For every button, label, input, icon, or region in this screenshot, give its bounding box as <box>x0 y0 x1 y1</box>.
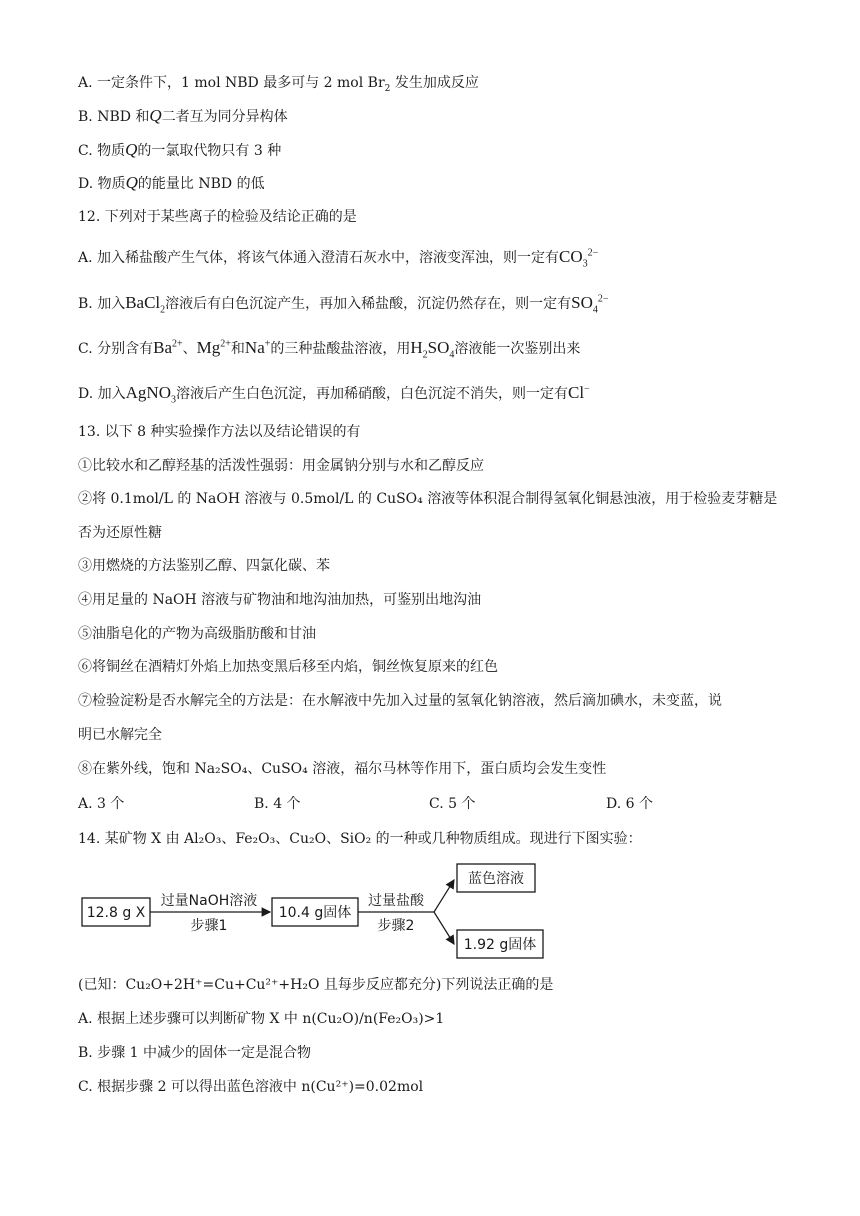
q12-option-d-text-mid: 溶液后产生白色沉淀，再加稀硝酸，白色沉淀不消失，则一定有 <box>175 386 568 402</box>
q12-option-c-text-end: 溶液能一次鉴别出来 <box>454 341 581 357</box>
q13-item-3: ③用燃烧的方法鉴别乙醇、四氯化碳、苯 <box>78 558 330 574</box>
superscript: + <box>264 338 271 350</box>
subscript: 2 <box>384 83 391 94</box>
ion-magnesium <box>197 338 231 357</box>
q13-item-8: ⑧在紫外线，饱和 Na₂SO₄、CuSO₄ 溶液，福尔马林等作用下，蛋白质均会发生变性 <box>78 761 607 777</box>
flow-step-2: 步骤2 <box>377 918 415 934</box>
superscript: − <box>584 383 590 395</box>
formula-symbol: AgNO <box>125 383 171 402</box>
q13-item-6: ⑥将铜丝在酒精灯外焰上加热变黑后移至内焰，铜丝恢复原来的红色 <box>78 659 498 675</box>
q12-option-b-text: B. 加入 <box>78 296 126 312</box>
ion-symbol: Na <box>244 338 265 357</box>
q12-option-c-text-mid: 的三种盐酸盐溶液，用 <box>270 341 411 357</box>
q11-option-c-text-end: 的一氯取代物只有 3 种 <box>137 143 282 159</box>
formula-agno3 <box>125 383 176 406</box>
subscript: 2 <box>422 349 428 361</box>
formula-symbol: SO <box>427 338 450 357</box>
q13-option-a: A. 3 个 <box>78 796 125 812</box>
flow-out1-label: 蓝色溶液 <box>468 871 524 887</box>
flow-mid-label: 10.4 g固体 <box>278 905 352 921</box>
q12-option-d-text: D. 加入 <box>78 386 126 402</box>
subscript: 4 <box>592 304 598 316</box>
q11-option-a-text-end: 发生加成反应 <box>390 75 479 91</box>
flow-branch-up <box>434 880 454 912</box>
q11-option-a-text: A. 一定条件下，1 mol NBD 最多可与 2 mol Br <box>78 75 385 91</box>
q11-option-c <box>78 140 281 161</box>
ion-symbol: Cl <box>567 383 585 402</box>
superscript: 2− <box>587 247 599 259</box>
q11-option-d-text-end: 的能量比 NBD 的低 <box>137 176 265 192</box>
symbol-q: Q <box>125 140 138 159</box>
q11-option-d <box>78 173 265 194</box>
superscript: 2+ <box>220 338 231 350</box>
q11-option-d-text: D. 物质 <box>78 176 126 192</box>
q11-option-a <box>78 73 479 93</box>
q13-option-b: B. 4 个 <box>254 796 301 812</box>
q13-item-7: ⑦检验淀粉是否水解完全的方法是：在水解液中先加入过量的氢氧化钠溶液，然后滴加碘水，未变蓝，说 <box>78 693 722 709</box>
q12-stem: 12. 下列对于某些离子的检验及结论正确的是 <box>78 209 357 225</box>
q12-option-a <box>78 247 598 268</box>
q13-item-5: ⑤油脂皂化的产物为高级脂肪酸和甘油 <box>78 626 316 642</box>
q14-stem: 14. 某矿物 X 由 Al₂O₃、Fe₂O₃、Cu₂O、SiO₂ 的一种或几种物质组成。现进行下图实验： <box>78 831 642 847</box>
q12-option-b-text-mid: 溶液后有白色沉淀产生，再加入稀盐酸，沉淀仍然存在，则一定有 <box>165 296 572 312</box>
q13-item-1: ①比较水和乙醇羟基的活泼性强弱：用金属钠分别与水和乙醇反应 <box>78 458 484 474</box>
flow-reagent-2: 过量盐酸 <box>368 893 424 909</box>
ion-carbonate <box>559 247 599 270</box>
subscript: 3 <box>170 394 176 406</box>
flow-branch-down <box>434 912 454 944</box>
q11-option-b-text-end: 二者互为同分异构体 <box>161 109 288 125</box>
q14-option-a: A. 根据上述步骤可以判断矿物 X 中 n(Cu₂O)/n(Fe₂O₃)>1 <box>78 1011 445 1027</box>
ion-barium <box>153 338 183 357</box>
subscript: 3 <box>582 258 588 270</box>
q12-option-c <box>78 338 580 359</box>
q14-option-b: B. 步骤 1 中减少的固体一定是混合物 <box>78 1045 311 1061</box>
q13-item-4: ④用足量的 NaOH 溶液与矿物油和地沟油加热，可鉴别出地沟油 <box>78 592 482 608</box>
q14-note: (已知：Cu₂O+2H⁺=Cu+Cu²⁺+H₂O 且每步反应都充分)下列说法正确的是 <box>78 977 554 993</box>
q12-option-d <box>78 383 590 404</box>
flow-step-1: 步骤1 <box>190 918 228 934</box>
q13-option-c: C. 5 个 <box>429 796 476 812</box>
ion-chloride <box>568 383 590 402</box>
separator: 、 <box>182 341 197 357</box>
q13-item-7-cont: 明已水解完全 <box>78 727 162 743</box>
formula-symbol: H <box>410 338 423 357</box>
ion-symbol: CO <box>559 247 583 266</box>
ion-sodium <box>245 338 270 357</box>
conjunction: 和 <box>230 341 245 357</box>
superscript: 2− <box>597 293 609 305</box>
formula-bacl2 <box>125 293 166 316</box>
ion-sulfate <box>571 293 609 316</box>
subscript: 4 <box>449 349 455 361</box>
ion-symbol: SO <box>571 293 593 312</box>
flow-start-label: 12.8 g X <box>86 905 146 921</box>
ion-symbol: Mg <box>196 338 221 357</box>
q14-option-c: C. 根据步骤 2 可以得出蓝色溶液中 n(Cu²⁺)=0.02mol <box>78 1079 424 1095</box>
formula-symbol: BaCl <box>125 293 161 312</box>
symbol-q: Q <box>149 106 162 125</box>
flow-diagram <box>76 858 556 963</box>
q11-option-c-text: C. 物质 <box>78 143 126 159</box>
symbol-q: Q <box>125 173 138 192</box>
q13-option-d: D. 6 个 <box>606 796 653 812</box>
formula-h2so4 <box>410 338 455 361</box>
q13-stem: 13. 以下 8 种实验操作方法以及结论错误的有 <box>78 424 361 440</box>
q12-option-a-text: A. 加入稀盐酸产生气体，将该气体通入澄清石灰水中，溶液变浑浊，则一定有 <box>78 250 560 266</box>
superscript: 2+ <box>172 338 183 350</box>
ion-symbol: Ba <box>153 338 173 357</box>
q12-option-b <box>78 293 609 314</box>
q13-item-2-cont: 否为还原性糖 <box>78 525 162 541</box>
flow-out2-label: 1.92 g固体 <box>463 937 537 953</box>
q11-option-b-text: B. NBD 和 <box>78 109 150 125</box>
q12-option-c-text: C. 分别含有 <box>78 341 154 357</box>
q11-option-b <box>78 106 288 127</box>
q13-item-2: ②将 0.1mol/L 的 NaOH 溶液与 0.5mol/L 的 CuSO₄ 溶液等体积混合制得氢氧化铜悬浊液，用于检验麦芽糖是 <box>78 491 778 507</box>
subscript: 2 <box>160 304 166 316</box>
flow-reagent-1: 过量NaOH溶液 <box>160 893 258 909</box>
